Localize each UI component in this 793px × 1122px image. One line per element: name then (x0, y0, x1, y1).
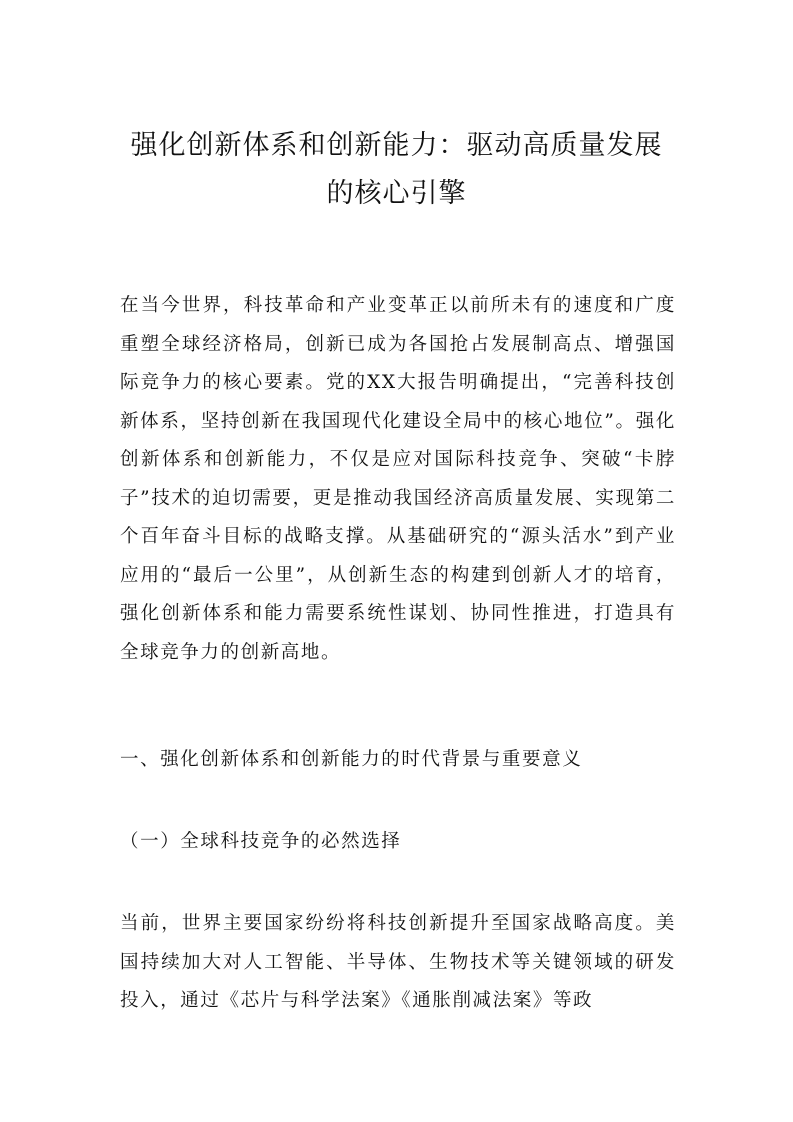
intro-paragraph: 在当今世界，科技革命和产业变革正以前所未有的速度和广度重塑全球经济格局，创新已成为各国抢占发展制高点、增强国际竞争力的核心要素。党的XX大报告明确提出，“完善科技创新体系，坚持创新在我国现代化建设全局中的核心地位”。强化创新体系和创新能力，不仅是应对国际科技竞争、突破“卡脖子”技术的迫切需要，更是推动我国经济高质量发展、实现第二个百年奋斗目标的战略支撑。从基础研究的“源头活水”到产业应用的“最后一公里”，从创新生态的构建到创新人才的培育，强化创新体系和能力需要系统性谋划、协同性推进，打造具有全球竞争力的创新高地。 (120, 295, 676, 663)
document-title-line-2: 的核心引擎 (326, 178, 467, 209)
body-paragraph: 当前，世界主要国家纷纷将科技创新提升至国家战略高度。美国持续加大对人工智能、半导体、生物技术等关键领域的研发投入，通过《芯片与科学法案》《通胀削减法案》等政 (120, 913, 676, 1011)
subsection-heading: （一）全球科技竞争的必然选择 (120, 831, 402, 852)
document-title-line-1: 强化创新体系和创新能力：驱动高质量发展 (130, 130, 663, 161)
section-heading: 一、强化创新体系和创新能力的时代背景与重要意义 (120, 749, 583, 770)
